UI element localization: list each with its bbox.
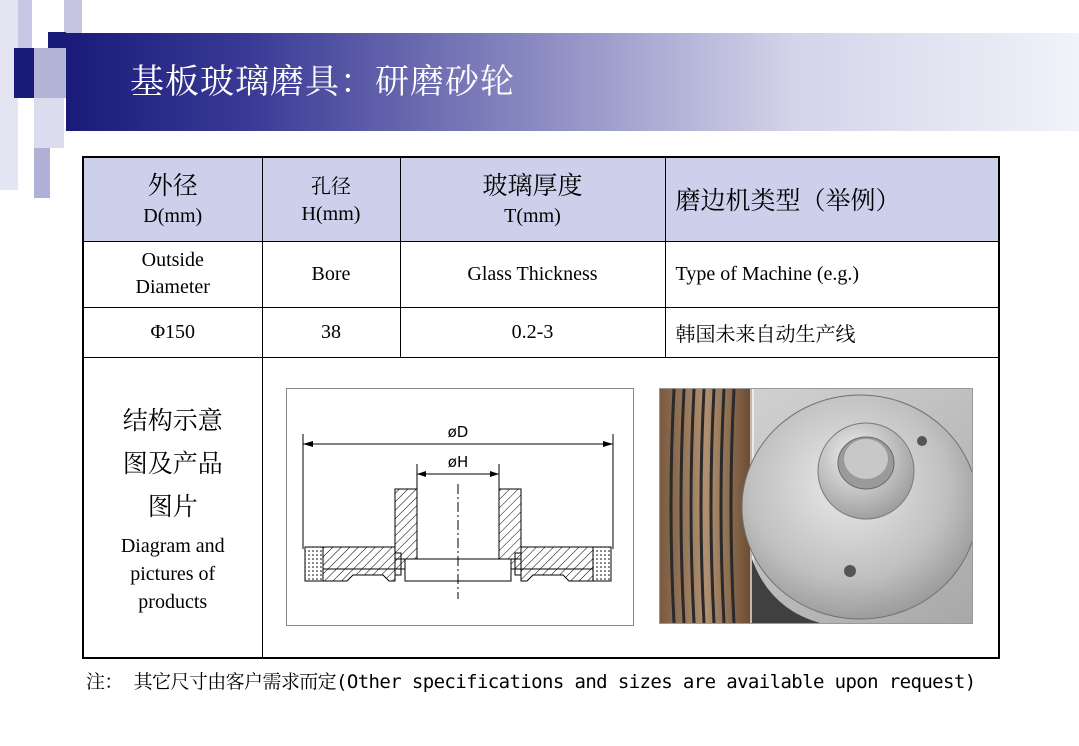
header-thickness-unit: T(mm) xyxy=(504,205,561,228)
value-thickness: 0.2-3 xyxy=(400,307,665,357)
header-row xyxy=(83,157,999,241)
hub-left-section xyxy=(395,489,417,559)
header-machine-en: Type of Machine (e.g.) xyxy=(665,241,999,307)
structure-pictures xyxy=(262,357,999,658)
product-photo-svg xyxy=(660,389,972,623)
abrasive-rim-right xyxy=(593,547,611,581)
header-machine-zh: 磨边机类型（举例） xyxy=(675,186,901,216)
structure-label-zh-1: 结构示意 xyxy=(122,405,223,435)
header-diameter-unit: D(mm) xyxy=(143,205,203,228)
english-header-row xyxy=(83,241,999,307)
abrasive-rim-left xyxy=(305,547,323,581)
arrow-icon xyxy=(417,471,426,477)
header-diameter-zh: 外径 xyxy=(147,171,198,201)
deco-square xyxy=(64,0,82,34)
deco-square xyxy=(34,98,64,148)
table-row xyxy=(83,307,999,357)
structure-label-zh-2: 图及产品 xyxy=(122,448,223,478)
header-bore-unit: H(mm) xyxy=(301,203,361,226)
label-d: øD xyxy=(447,422,468,441)
arrow-icon xyxy=(490,471,499,477)
structure-label xyxy=(83,357,262,658)
base-right xyxy=(521,569,593,581)
header-thickness-en: Glass Thickness xyxy=(400,241,665,307)
cross-section-svg xyxy=(287,389,633,625)
deco-square xyxy=(14,48,34,98)
deco-square xyxy=(18,0,32,50)
structure-label-zh-3: 图片 xyxy=(147,491,198,521)
hub-right-section xyxy=(499,489,521,559)
header-thickness-zh: 玻璃厚度 xyxy=(482,171,583,201)
base-left xyxy=(323,569,395,581)
page-title: 基板玻璃磨具：研磨砂轮 xyxy=(130,62,515,102)
value-bore: 38 xyxy=(262,307,400,357)
pin-hole xyxy=(844,565,856,577)
arrow-icon xyxy=(603,441,613,447)
flange-right-section xyxy=(511,547,593,569)
header-bore xyxy=(262,157,400,241)
spec-table xyxy=(82,156,1000,659)
label-h: øH xyxy=(447,452,468,471)
cross-section-diagram xyxy=(286,388,634,626)
footnote: 注： 其它尺寸由客户需求而定(Other specifications and sizes are available upon request) xyxy=(86,671,976,693)
header-bore-en: Bore xyxy=(262,241,400,307)
pin-hole xyxy=(917,436,927,446)
header-diameter-en: Outside Diameter xyxy=(83,241,262,307)
value-diameter: Φ150 xyxy=(83,307,262,357)
product-photo xyxy=(659,388,973,624)
deco-square xyxy=(48,32,66,48)
flange-left-section xyxy=(323,547,405,569)
arrow-icon xyxy=(303,441,313,447)
structure-row xyxy=(83,357,999,658)
header-diameter xyxy=(83,157,262,241)
deco-square xyxy=(34,48,66,98)
value-machine: 韩国未来自动生产线 xyxy=(665,307,999,357)
structure-label-en: Diagram and pictures of products xyxy=(120,534,225,613)
header-thickness xyxy=(400,157,665,241)
header-bore-zh: 孔径 xyxy=(311,174,351,199)
deco-square xyxy=(34,148,50,198)
header-machine xyxy=(665,157,999,241)
bore-inner xyxy=(844,439,888,479)
